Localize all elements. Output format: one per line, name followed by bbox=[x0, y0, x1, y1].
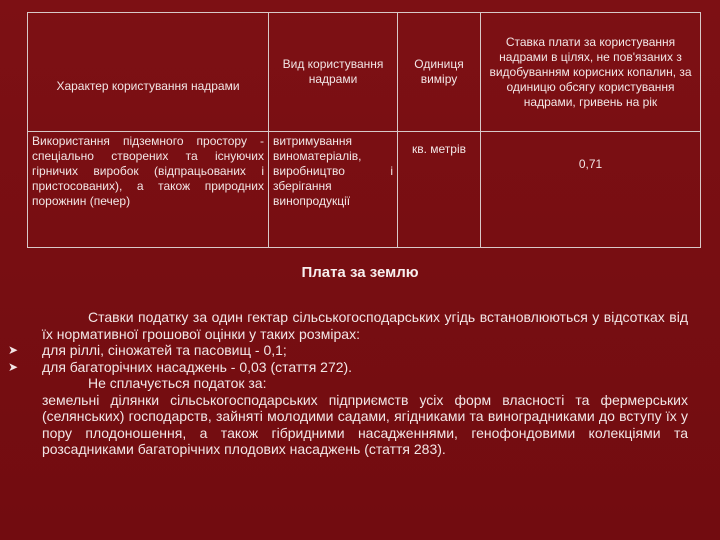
cell-rate: 0,71 bbox=[481, 132, 701, 248]
list-item-text: для ріллі, сіножатей та пасовищ - 0,1; bbox=[42, 342, 287, 358]
cell-usage-character: Використання підземного простору - спеціально створених та існуючих гірничих виробок (відпрацьованих і пристосованих), а також природних порожнин (печер) bbox=[28, 132, 269, 248]
header-rate: Ставка плати за користування надрами в цілях, не пов'язаних з видобуванням корисних копалин, за одиницю обсягу користування надрами, гривень на рік bbox=[481, 13, 701, 132]
table-header-row bbox=[28, 13, 701, 132]
arrow-right-icon: ➤ bbox=[8, 343, 19, 357]
header-usage-character: Характер користування надрами bbox=[28, 13, 269, 132]
body-text bbox=[8, 309, 688, 458]
list-item bbox=[8, 358, 688, 376]
rates-table bbox=[27, 12, 701, 248]
exempt-heading: Не сплачується податок за: bbox=[88, 375, 267, 391]
list-item bbox=[8, 342, 688, 359]
cell-usage-type: витримування виноматеріалів, виробництво і зберігання винопродукції bbox=[269, 132, 398, 248]
list-item-text: для багаторічних насаджень - 0,03 (стаття 272). bbox=[42, 358, 353, 375]
cell-unit: кв. метрів bbox=[398, 132, 481, 248]
header-unit: Одиниця виміру bbox=[398, 13, 481, 132]
header-usage-type: Вид користування надрами bbox=[269, 13, 398, 132]
arrow-right-icon: ➤ bbox=[8, 359, 19, 374]
table-row bbox=[28, 132, 701, 248]
section-title: Плата за землю bbox=[301, 264, 419, 281]
exempt-paragraph: земельні ділянки сільськогосподарських підприємств усіх форм власності та фермерських (селянських) господарств, зайняті молодими садами, ягідниками та виноградниками до вступу їх у пору плодоношення, а також гібридними насадженнями, генофондовими колекціями та розсадниками багаторічних плодових насаджень (стаття 283). bbox=[42, 391, 688, 457]
intro-paragraph: Ставки податку за один гектар сільськогосподарських угідь встановлюються у відсотках від їх нормативної грошової оцінки у таких розмірах: bbox=[42, 309, 688, 342]
